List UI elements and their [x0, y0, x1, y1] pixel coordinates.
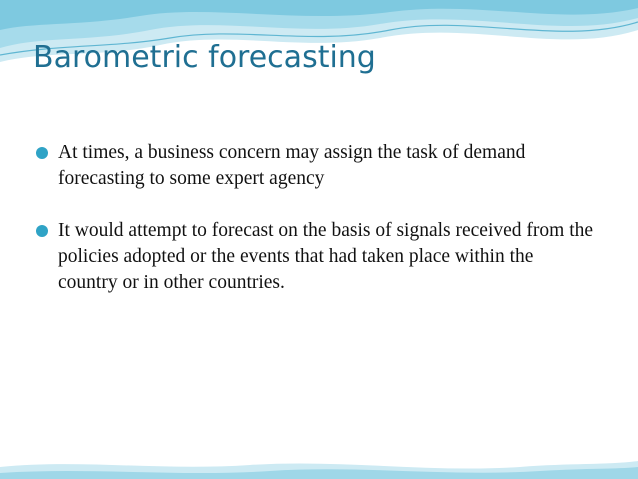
bullet-text: At times, a business concern may assign the task of demand forecasting to some expert agency	[58, 142, 526, 189]
bullet-item	[36, 218, 596, 296]
bullet-item	[36, 140, 596, 192]
bullet-list	[36, 140, 596, 322]
bullet-dot-icon	[36, 147, 48, 159]
bullet-dot-icon	[36, 225, 48, 237]
bullet-text: It would attempt to forecast on the basis of signals received from the policies adopted or the events that had taken place within the country or in other countries.	[58, 220, 594, 293]
bottom-wave-decoration	[0, 457, 638, 479]
slide-title: Barometric forecasting	[33, 40, 376, 75]
